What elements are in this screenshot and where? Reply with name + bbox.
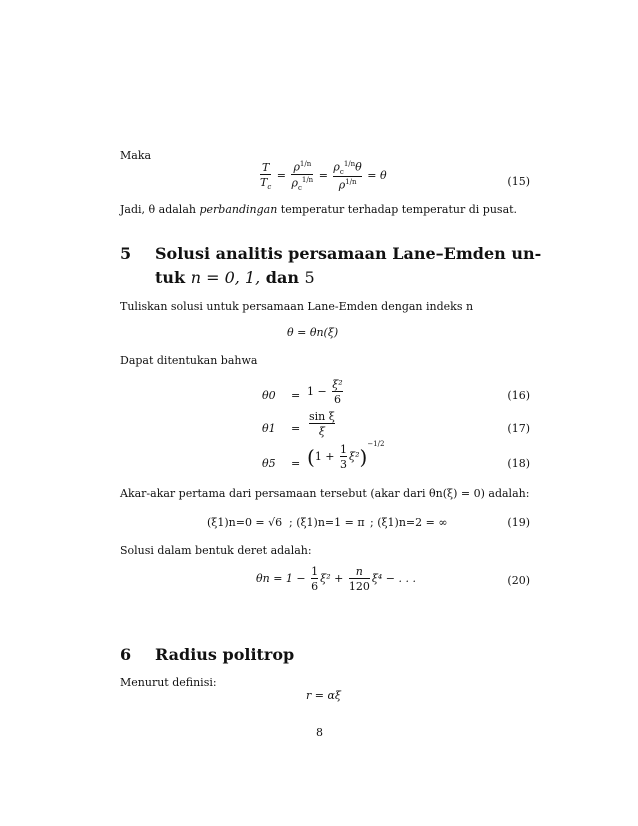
eq-number-19: (19): [507, 516, 530, 529]
eq-number-16: (16): [507, 389, 530, 402]
page-number: 8: [316, 726, 323, 739]
eq16-equals: =: [291, 389, 301, 402]
section-5-title-line1: Solusi analitis persamaan Lane–Emden un-: [155, 244, 542, 263]
eq-number-15: (15): [507, 175, 530, 188]
eq17-equals: =: [291, 422, 301, 435]
dapat-text: Dapat ditentukan bahwa: [120, 354, 258, 367]
eq18-rhs: (1 + $\frac{1}{3}$ ξ²)$^{-1/2}$: [307, 440, 385, 471]
eq17-rhs: $\frac{\text{sin ξ}}{\xi}$: [309, 410, 335, 439]
section-6-number: 6: [120, 645, 132, 664]
akar-text: Akar-akar pertama dari persamaan tersebut (akar dari θn(ξ) = 0) adalah:: [120, 487, 530, 500]
eq18-lhs: θ5: [262, 457, 276, 470]
eq-number-18: (18): [507, 457, 530, 470]
eq18-equals: =: [291, 457, 301, 470]
section-5-title-line2: tuk n = 0, 1, dan 5: [155, 268, 315, 287]
menurut-text: Menurut definisi:: [120, 676, 217, 689]
section-5-number: 5: [120, 244, 132, 263]
eq-number-20: (20): [507, 574, 530, 587]
eq16-lhs: θ0: [262, 389, 276, 402]
eq19-c: ; (ξ1)n=2 = ∞: [370, 516, 448, 529]
maka-text: Maka: [120, 149, 152, 162]
eq-number-17: (17): [507, 422, 530, 435]
eq19-b: ; (ξ1)n=1 = π: [289, 516, 365, 529]
theta-definition: θ = θn(ξ): [287, 326, 339, 339]
eq19-a: (ξ1)n=0 = √6: [207, 516, 283, 529]
equation-20: θn = 1 − $\frac{1}{6}$ ξ² + $\frac{n}{120}$ ξ⁴ − . . .: [256, 565, 416, 594]
solusi-text: Solusi dalam bentuk deret adalah:: [120, 544, 312, 557]
eq16-rhs: 1 − $\frac{\text{ξ²}}{6}$: [307, 378, 343, 407]
eq17-lhs: θ1: [262, 422, 276, 435]
equation-15: $\frac{T}{T_c}$ = $\frac{\rho^{1/n}}{\rho_c^{1/n}}$ = $\frac{\rho_c^{1/n}\theta}{\rho^{1/n}}$ = θ: [260, 160, 387, 192]
tuliskan-text: Tuliskan solusi untuk persamaan Lane-Emden dengan indeks n: [120, 300, 474, 313]
jadi-text: Jadi, θ adalah perbandingan temperatur terhadap temperatur di pusat.: [120, 203, 518, 216]
section-6-title: Radius politrop: [155, 645, 295, 664]
r-definition: r = αξ: [306, 689, 341, 702]
